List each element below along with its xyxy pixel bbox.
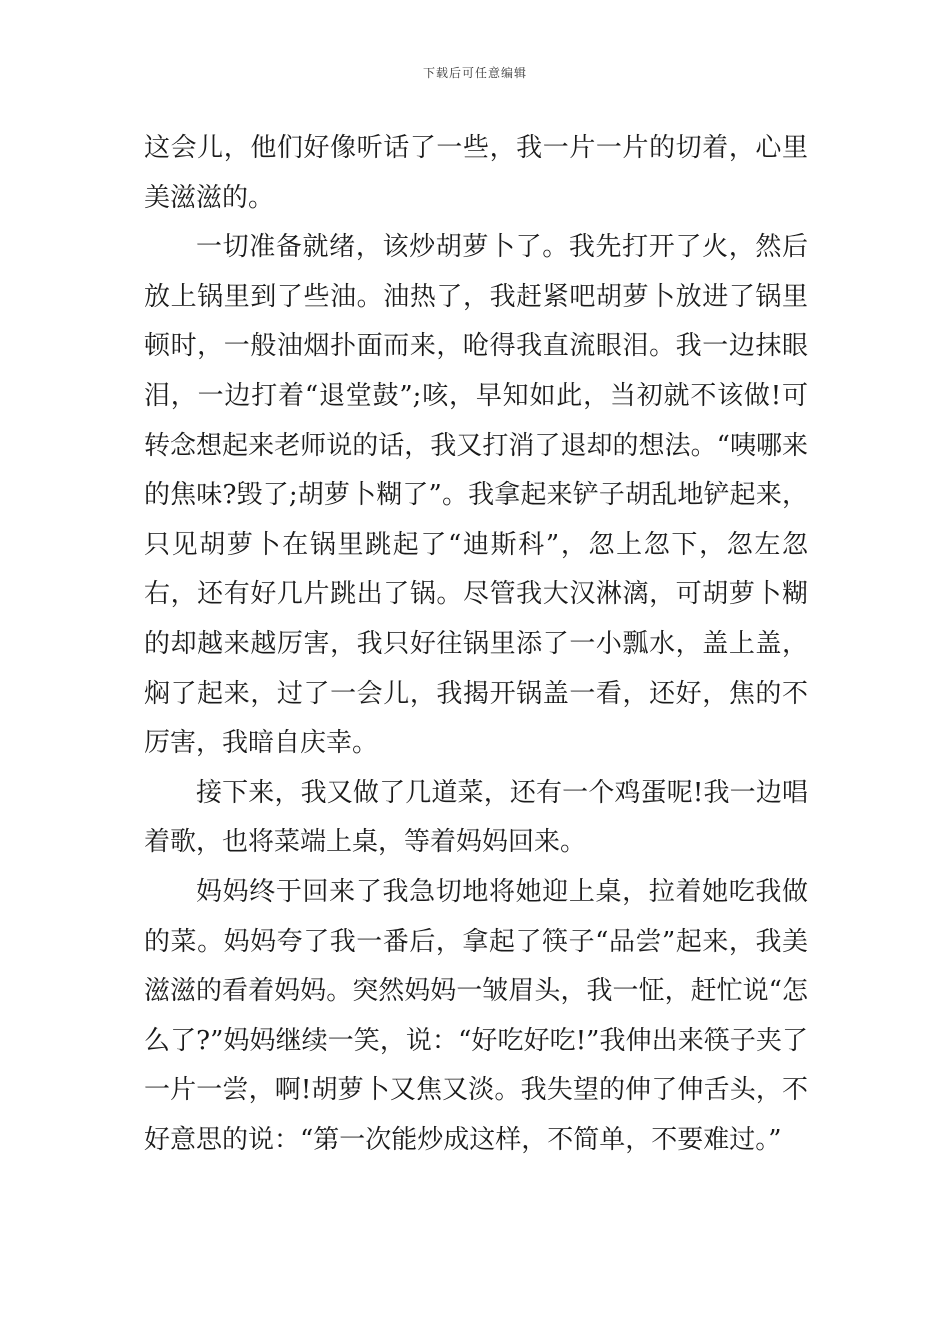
paragraph-3: 接下来，我又做了几道菜，还有一个鸡蛋呢!我一边唱着歌，也将菜端上桌，等着妈妈回来。 xyxy=(144,777,808,858)
paragraph-1: 这会儿，他们好像听话了一些，我一片一片的切着，心里美滋滋的。 xyxy=(144,133,808,213)
paragraph-4: 妈妈终于回来了我急切地将她迎上桌，拉着她吃我做的菜。妈妈夸了我一番后，拿起了筷子“品尝”起来，我美滋滋的看着妈妈。突然妈妈一皱眉头，我一怔，赶忙说“怎么了?”妈妈继续一笑，说：“好吃好吃!”我伸出来筷子夹了一片一尝，啊!胡萝卜又焦又淡。我失望的伸了伸舌头，不好意思的说：“第一次能炒成这样，不简单，不要难过。” xyxy=(144,876,808,1155)
paragraph-2: 一切准备就绪，该炒胡萝卜了。我先打开了火，然后放上锅里到了些油。油热了，我赶紧吧胡萝卜放进了锅里顿时，一般油烟扑面而来，呛得我直流眼泪。我一边抹眼泪，一边打着“退堂鼓”;咳，早知如此，当初就不该做!可转念想起来老师说的话，我又打消了退却的想法。“咦哪来的焦味?毁了;胡萝卜糊了”。我拿起来铲子胡乱地铲起来，只见胡萝卜在锅里跳起了“迪斯科”，忽上忽下，忽左忽右，还有好几片跳出了锅。尽管我大汉淋漓，可胡萝卜糊的却越来越厉害，我只好往锅里添了一小瓢水，盖上盖，焖了起来，过了一会儿，我揭开锅盖一看，还好，焦的不厉害，我暗自庆幸。 xyxy=(144,232,808,759)
document-body xyxy=(144,124,808,1165)
header-note: 下载后可任意编辑 xyxy=(422,66,527,80)
